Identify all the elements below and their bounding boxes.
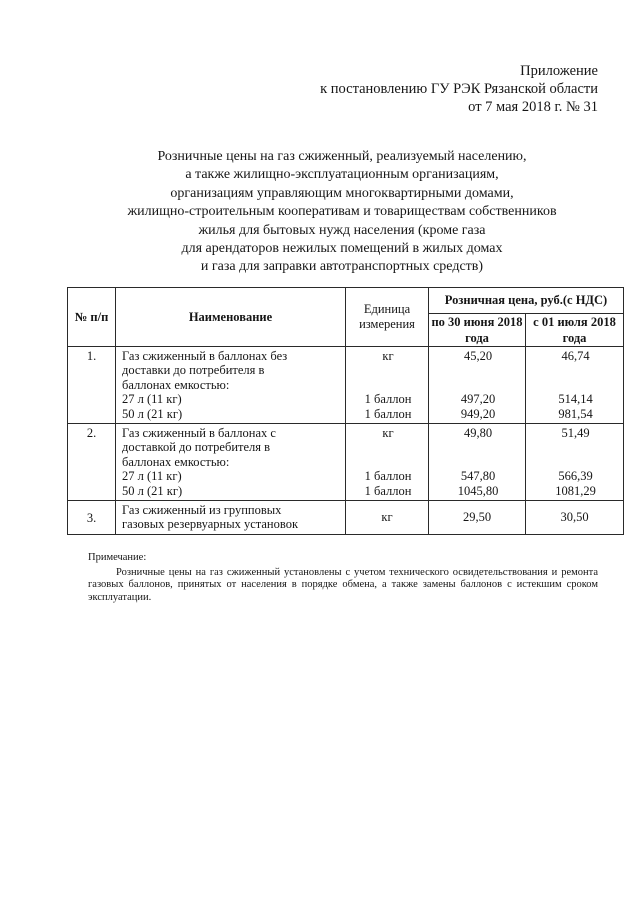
row-name-line: доставкой до потребителя в [122,440,271,455]
table-row [68,501,624,535]
price-value: 1081,29 [555,483,596,498]
title-line: для арендаторов нежилых помещений в жилых домах [181,241,503,257]
row-number: 3. [68,501,116,535]
row-name [116,424,346,501]
price-value: 51,49 [561,426,590,441]
header-period-until-june: по 30 июня 2018 года [429,314,526,347]
footnote [88,552,598,604]
footnote-label: Примечание: [88,552,147,563]
unit-value: 1 баллон [364,392,412,407]
price-value: 45,20 [463,349,493,363]
title-line: жилья для бытовых нужд населения (кроме газа [198,222,486,238]
unit-value: 1 баллон [364,483,412,498]
row-name-line: 50 л (21 кг) [122,406,183,421]
title-line: а также жилищно-эксплуатационным организациям, [185,167,499,183]
row-name-line: газовых резервуарных установок [122,517,299,532]
appendix-label: Приложение [520,63,598,79]
unit-value [352,363,424,377]
row-price-from-july: 30,50 [526,501,624,535]
price-value: 547,80 [460,469,496,484]
appendix-date: от 7 мая 2018 г. № 31 [468,99,598,115]
row-name-line: Газ сжиженный в баллонах без [122,349,288,363]
row-name-line: Газ сжиженный в баллонах с [122,426,276,441]
unit-value: 1 баллон [364,469,412,484]
price-value: 46,74 [561,349,590,363]
row-name-line: 50 л (21 кг) [122,483,183,498]
unit-value: 1 баллон [364,406,412,421]
price-value: 949,20 [460,406,496,421]
price-value: 497,20 [460,392,496,407]
row-number: 1. [68,347,116,424]
row-price-from-july [526,424,624,501]
unit-value [352,440,424,454]
title-line: Розничные цены на газ сжиженный, реализуемый населению, [157,149,527,164]
document-title [92,148,592,277]
title-line: организациям управляющим многоквартирными домами, [170,185,514,201]
appendix-resolution: к постановлению ГУ РЭК Рязанской области [320,81,598,97]
title-line: и газа для заправки автотранспортных средств) [200,259,484,275]
price-value [435,455,521,469]
price-value [532,378,619,392]
table-row [68,424,624,501]
unit-value: кг [382,349,394,363]
row-name-line: доставки до потребителя в [122,363,265,378]
row-unit [346,347,429,424]
price-value: 981,54 [558,406,593,421]
unit-value [352,378,424,392]
unit-value: кг [382,426,394,441]
row-unit: кг [346,501,429,535]
header-period-from-july: с 01 июля 2018 года [526,314,624,347]
header-retail-price: Розничная цена, руб.(с НДС) [429,288,624,314]
title-line: жилищно-строительным кооперативам и товариществам собственников [127,204,557,220]
row-price-until-june [429,424,526,501]
price-value [532,440,619,454]
price-value [532,455,619,469]
price-value [435,440,521,454]
row-number: 2. [68,424,116,501]
price-value [532,363,619,377]
row-price-until-june [429,347,526,424]
row-unit [346,424,429,501]
row-name-line: 27 л (11 кг) [122,392,182,407]
row-price-from-july [526,347,624,424]
price-value [435,378,521,392]
price-value [435,363,521,377]
header-name: Наименование [116,288,346,347]
row-name [116,347,346,424]
price-table [67,287,624,535]
row-name [116,501,346,535]
appendix-header [320,62,598,116]
row-price-until-june: 29,50 [429,501,526,535]
footnote-text: Розничные цены на газ сжиженный установлены с учетом технического освидетельствования и ремонта газовых баллонов, принятых от населения в порядке обмена, а также замены баллонов с истекшим сроком эксплуатации. [88,566,598,603]
row-name-line: 27 л (11 кг) [122,469,182,484]
price-value: 566,39 [558,469,593,484]
unit-value [352,455,424,469]
row-name-line: баллонах емкостью: [122,454,230,469]
row-name-line: Газ сжиженный из групповых [122,503,282,518]
price-value: 514,14 [558,392,593,407]
row-name-line: баллонах емкостью: [122,377,230,392]
header-number: № п/п [68,288,116,347]
price-value: 49,80 [463,426,493,441]
table-row [68,347,624,424]
price-value: 1045,80 [457,483,499,498]
header-unit: Единица измерения [346,288,429,347]
